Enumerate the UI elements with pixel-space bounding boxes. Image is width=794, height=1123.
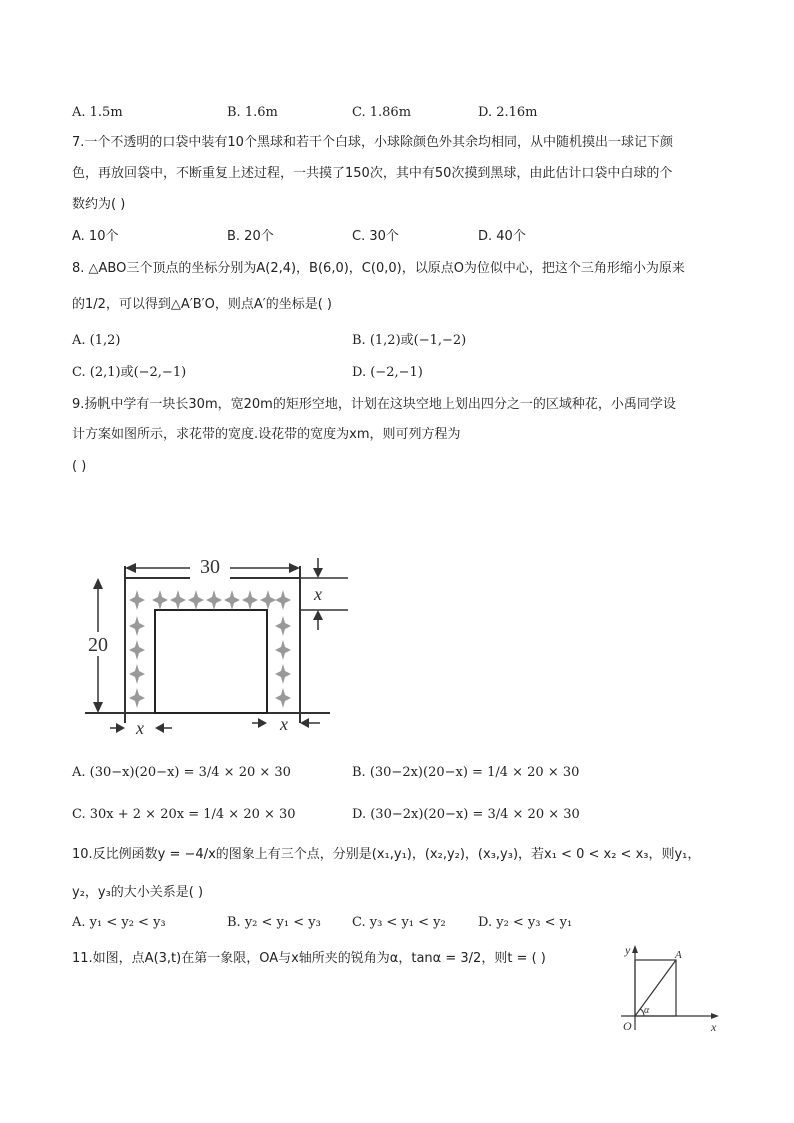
q8-line-2: 的1/2，可以得到△A′B′O，则点A′的坐标是( ) — [72, 297, 332, 312]
q10-option-c: C. y₃ < y₁ < y₂ — [352, 915, 446, 930]
q11-line-1: 11.如图，点A(3,t)在第一象限，OA与x轴所夹的锐角为α，tanα = 3/2，则t = ( ) — [72, 951, 546, 966]
x-label-left: x — [136, 718, 144, 738]
length-label: 30 — [200, 556, 220, 578]
q8-option-c: C. (2,1)或(−2,−1) — [72, 365, 187, 380]
q9-option-b: B. (30−2x)(20−x) = 1/4 × 20 × 30 — [352, 765, 580, 780]
q9-line-1: 9.扬帆中学有一块长30m，宽20m的矩形空地，计划在这块空地上划出四分之一的区域种花，小禹同学设 — [72, 397, 676, 412]
segment-oa — [635, 960, 676, 1016]
point-a-label: A — [675, 949, 682, 961]
angle-alpha-label: α — [644, 1005, 650, 1016]
q11-figure — [615, 940, 725, 1038]
q6-option-a: A. 1.5m — [72, 105, 123, 120]
q8-option-a: A. (1,2) — [72, 333, 121, 348]
q6-option-c: C. 1.86m — [352, 105, 412, 120]
q9-option-a: A. (30−x)(20−x) = 3/4 × 20 × 30 — [72, 765, 291, 780]
q9-option-d: D. (30−2x)(20−x) = 3/4 × 20 × 30 — [352, 807, 580, 822]
q10-line-1: 10.反比例函数y = −4/x的图象上有三个点，分别是(x₁,y₁)，(x₂,y₂)，(x₃,y₃)，若x₁ < 0 < x₂ < x₃，则y₁， — [72, 847, 701, 862]
q10-option-a: A. y₁ < y₂ < y₃ — [72, 915, 166, 930]
q7-line-1: 7.一个不透明的口袋中装有10个黑球和若干个白球，小球除颜色外其余均相同，从中随机摸出一球记下颜 — [72, 135, 673, 150]
q6-option-b: B. 1.6m — [227, 105, 278, 120]
q8-option-d: D. (−2,−1) — [352, 365, 423, 380]
q10-option-b: B. y₂ < y₁ < y₃ — [227, 915, 321, 930]
q7-option-b: B. 20个 — [227, 229, 274, 244]
q7-option-c: C. 30个 — [352, 229, 399, 244]
q7-option-d: D. 40个 — [478, 229, 526, 244]
q7-option-a: A. 10个 — [72, 229, 119, 244]
q9-line-2: 计方案如图所示，求花带的宽度.设花带的宽度为xm，则可列方程为 — [72, 427, 461, 442]
q10-line-2: y₂，y₃的大小关系是( ) — [72, 885, 204, 900]
y-axis-label: y — [625, 943, 631, 957]
q10-option-d: D. y₂ < y₃ < y₁ — [478, 915, 573, 930]
q9-figure — [80, 548, 350, 743]
q6-option-d: D. 2.16m — [478, 105, 538, 120]
q8-option-b: B. (1,2)或(−1,−2) — [352, 333, 467, 348]
origin-label: O — [623, 1019, 632, 1033]
q9-line-3: ( ) — [72, 459, 87, 474]
x-axis-label: x — [711, 1020, 717, 1034]
width-label: 20 — [88, 634, 108, 656]
q9-option-c: C. 30x + 2 × 20x = 1/4 × 20 × 30 — [72, 807, 296, 822]
q7-line-3: 数约为( ) — [72, 197, 126, 212]
q8-line-1: 8. △ABO三个顶点的坐标分别为A(2,4)，B(6,0)，C(0,0)，以原点O为位似中心，把这个三角形缩小为原来 — [72, 261, 685, 276]
x-label-right: x — [280, 714, 288, 734]
inner-rectangle — [155, 610, 267, 713]
q7-line-2: 色，再放回袋中，不断重复上述过程，一共摸了150次，其中有50次摸到黑球，由此估计口袋中白球的个 — [72, 166, 673, 181]
x-label-top: x — [314, 584, 322, 604]
